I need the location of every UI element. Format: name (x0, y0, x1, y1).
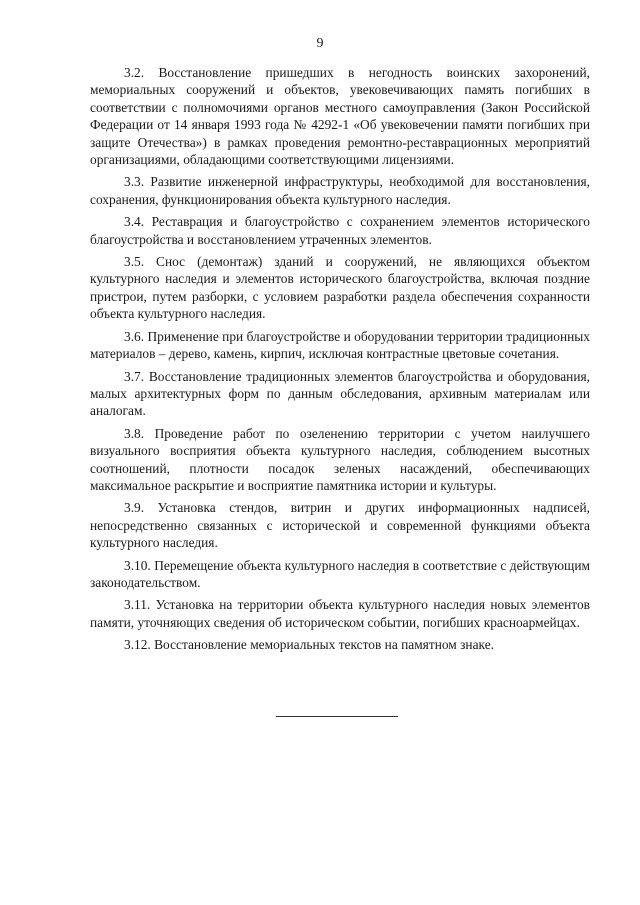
paragraph-3-4: 3.4. Реставрация и благоустройство с сохранением элементов исторического благоустройства и восстановлением утраченных элементов. (90, 214, 590, 247)
end-divider (276, 716, 398, 717)
paragraph-3-11: 3.11. Установка на территории объекта культурного наследия новых элементов памяти, уточняющих сведения об историческом событии, погибших красноармейцах. (90, 597, 590, 630)
page-number: 9 (316, 36, 324, 51)
paragraph-3-7: 3.7. Восстановление традиционных элементов благоустройства и оборудования, малых архитектурных форм по данным обследования, архивным материалам или аналогам. (90, 368, 590, 419)
paragraph-3-10: 3.10. Перемещение объекта культурного наследия в соответствие с действующим законодательством. (90, 557, 590, 590)
paragraph-3-12: 3.12. Восстановление мемориальных текстов на памятном знаке. (124, 637, 494, 653)
document-body (90, 64, 590, 659)
paragraph-3-9: 3.9. Установка стендов, витрин и других информационных надписей, непосредственно связанных с исторической и современной функциями объекта культурного наследия. (90, 500, 590, 551)
paragraph-3-8: 3.8. Проведение работ по озеленению территории с учетом наилучшего визуального восприятия объекта культурного наследия, соблюдением высотных соотношений, плотности посадок зеленых насаждений, обеспечивающих максимальное раскрытие и восприятие памятника истории и культуры. (90, 425, 590, 493)
paragraph-3-6: 3.6. Применение при благоустройстве и оборудовании территории традиционных материалов – дерево, камень, кирпич, исключая контрастные цветовые сочетания. (90, 328, 590, 362)
paragraph-3-3: 3.3. Развитие инженерной инфраструктуры, необходимой для восстановления, сохранения, функционирования объекта культурного наследия. (90, 174, 590, 207)
paragraph-3-5: 3.5. Снос (демонтаж) зданий и сооружений, не являющихся объектом культурного наследия и элементов исторического благоустройства, включая поздние пристрои, путем разборки, с условием разработки раздела обеспечения сохранности объекта культурного наследия. (90, 254, 590, 322)
paragraph-3-2: 3.2. Восстановление пришедших в негодность воинских захоронений, мемориальных сооружений и объектов, увековечивающих память погибших в соответствии с полномочиями органов местного самоуправления (Закон Российской Федерации от 14 января 1993 года № 4292-1 «Об увековечении памяти погибших при защите Отечества») в рамках проведения ремонтно-реставрационных мероприятий организациями, обладающими соответствующими лицензиями. (90, 65, 590, 168)
